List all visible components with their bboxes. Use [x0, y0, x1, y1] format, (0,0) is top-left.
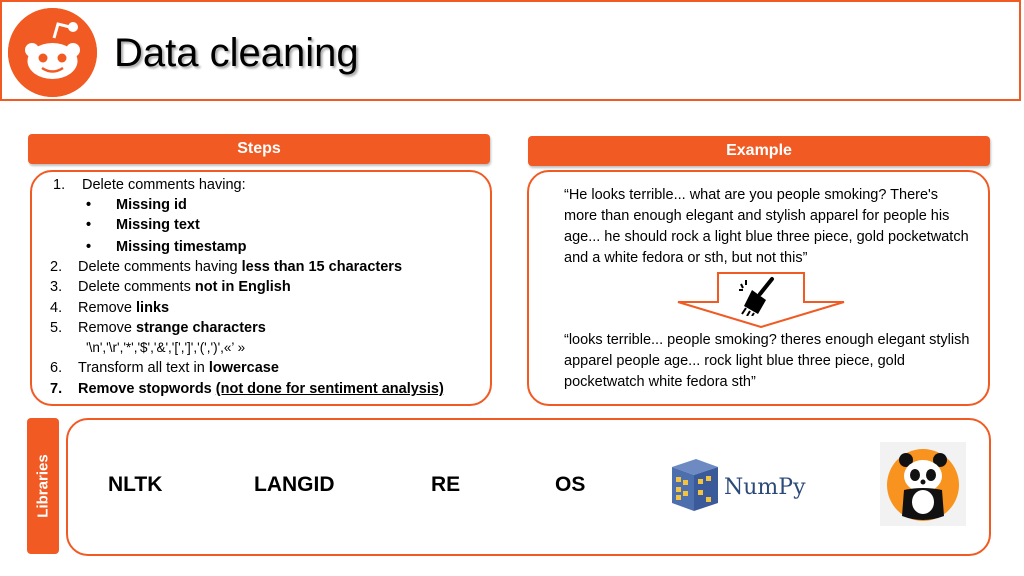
example-before-text: “He looks terrible... what are you people smoking? There's more than enough elegant and stylish apparel for people his age... he should rock a light blue three piece, gold pocketwatch and a white fedora or sth, but not this”: [564, 187, 969, 266]
bullet-icon: •: [86, 197, 92, 213]
step-number: 6.: [50, 360, 63, 376]
step-item-2: [50, 257, 403, 277]
step-item-1: [53, 175, 246, 195]
numpy-cube-icon: [668, 457, 722, 513]
library-os: OS: [555, 473, 586, 496]
step-text: Remove stopwords: [78, 381, 216, 397]
step-number: 3.: [50, 279, 63, 295]
step-item-6: [50, 358, 279, 378]
step-number: 1.: [53, 177, 66, 193]
libraries-label-text: Libraries: [34, 454, 52, 518]
step-text: Transform all text in: [78, 360, 209, 376]
step-emphasis: lowercase: [208, 360, 279, 376]
reddit-logo: [8, 8, 97, 97]
page-title: Data cleaning: [114, 31, 359, 75]
libraries-panel: [66, 418, 991, 556]
example-header: Example: [528, 136, 990, 166]
step-number: 5.: [50, 320, 63, 336]
step-text: Remove: [78, 300, 137, 316]
broom-icon: [738, 276, 780, 316]
step-text: Delete comments: [78, 279, 195, 295]
step-item-3: [50, 277, 291, 297]
step-text: Remove: [78, 320, 137, 336]
sub-item: [86, 195, 187, 215]
sub-item: [86, 237, 247, 257]
step-item-4: [50, 298, 170, 318]
library-re: RE: [431, 473, 461, 496]
strange-characters-list: '\n','\r','*','$','&','[',']','(',')',«’ »: [86, 340, 246, 355]
step-note: (not done for sentiment analysis): [215, 381, 444, 397]
sub-item-text: Missing timestamp: [116, 239, 247, 255]
example-after-text: “looks terrible... people smoking? theres enough elegant stylish apparel people age... rock light blue three piece, gold pocketwatch white fedora sth”: [564, 332, 970, 390]
step-emphasis: links: [136, 300, 170, 316]
step-emphasis: less than 15 characters: [241, 259, 403, 275]
pandas-logo: [880, 442, 966, 526]
step-item-7: [50, 379, 444, 399]
steps-header: Steps: [28, 134, 490, 164]
step-number: 7.: [50, 381, 63, 397]
sub-item-text: Missing text: [116, 217, 200, 233]
step-item-5: [50, 318, 266, 338]
library-langid: LANGID: [254, 473, 335, 496]
step-number: 2.: [50, 259, 63, 275]
step-text: Delete comments having: [78, 259, 242, 275]
libraries-label: [27, 418, 59, 554]
library-nltk: NLTK: [108, 473, 163, 496]
sub-item: [86, 215, 200, 235]
bullet-icon: •: [86, 239, 92, 255]
numpy-label: NumPy: [724, 475, 806, 500]
numpy-logo: [668, 457, 808, 513]
step-text: Delete comments having:: [82, 177, 246, 193]
step-emphasis: strange characters: [136, 320, 266, 336]
step-number: 4.: [50, 300, 63, 316]
step-emphasis: not in English: [194, 279, 291, 295]
sub-item-text: Missing id: [116, 197, 187, 213]
bullet-icon: •: [86, 217, 92, 233]
